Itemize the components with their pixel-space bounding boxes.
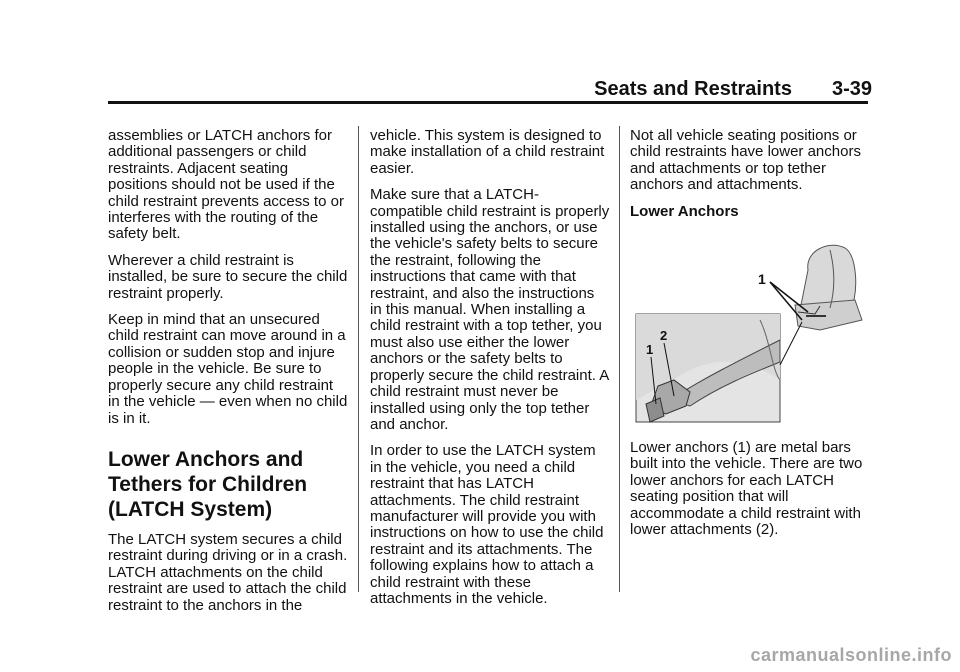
callout-1-top: 1 bbox=[758, 271, 766, 288]
paragraph: Make sure that a LATCH-compatible child restraint is properly installed using the anchors, or use the vehicle's safety belts to secure the restraint, following the instructions that came with that restraint, and also the instructions in this manual. When installing a child restraint with a top tether, you must also use either the lower anchors or the safety belts to properly secure the child restraint. A child restraint must never be installed using only the top tether and anchor. bbox=[370, 186, 610, 433]
section-heading: Lower Anchors and Tethers for Children (LATCH System) bbox=[108, 447, 308, 521]
column-2 bbox=[370, 128, 610, 617]
paragraph: assemblies or LATCH anchors for additional passengers or child restraints. Adjacent seating positions should not be used if the child restraint prevents access to or interferes with the routing of the safety belt. bbox=[108, 127, 344, 243]
paragraph: Not all vehicle seating positions or child restraints have lower anchors and attachments or top tether anchors and attachments. bbox=[630, 127, 861, 194]
section-title: Seats and Restraints bbox=[594, 78, 792, 100]
paragraph: The LATCH system secures a child restraint during driving or in a crash. LATCH attachments on the child restraint are used to attach the child restraint to the anchors in the bbox=[108, 530, 348, 614]
watermark: carmanualsonline.info bbox=[750, 645, 952, 665]
column-1 bbox=[108, 128, 348, 624]
inset-detail bbox=[636, 314, 780, 422]
inset-connector bbox=[780, 322, 802, 365]
lower-anchors-illustration bbox=[630, 230, 870, 430]
callout-2: 2 bbox=[660, 328, 668, 344]
paragraph: Lower anchors (1) are metal bars built into the vehicle. There are two lower anchors for each LATCH seating position that will accommodate a child restraint with lower attachments (2). bbox=[630, 439, 863, 539]
subheading: Lower Anchors bbox=[630, 202, 739, 220]
column-divider bbox=[358, 126, 359, 592]
callout-1-inset: 1 bbox=[646, 342, 654, 358]
header-rule bbox=[108, 101, 868, 104]
lower-anchors-figure bbox=[630, 230, 870, 430]
column-3 bbox=[630, 128, 870, 548]
page-number: 3-39 bbox=[831, 78, 872, 100]
paragraph: vehicle. This system is designed to make installation of a child restraint easier. bbox=[370, 127, 605, 177]
paragraph: Keep in mind that an unsecured child restraint can move around in a collision or sudden stop and injure people in the vehicle. Be sure to properly secure any child restraint in the vehicle — even when no child is in it. bbox=[108, 311, 348, 427]
paragraph: In order to use the LATCH system in the vehicle, you need a child restraint that has LATCH attachments. The child restraint manufacturer will provide you with instructions on how to use the child restraint and its attachments. The following explains how to attach a child restraint with these attachments in the vehicle. bbox=[370, 442, 604, 607]
column-divider bbox=[619, 126, 620, 592]
running-header bbox=[594, 78, 872, 101]
seat-illustration bbox=[795, 245, 862, 330]
paragraph: Wherever a child restraint is installed, be sure to secure the child restraint properly. bbox=[108, 251, 348, 302]
